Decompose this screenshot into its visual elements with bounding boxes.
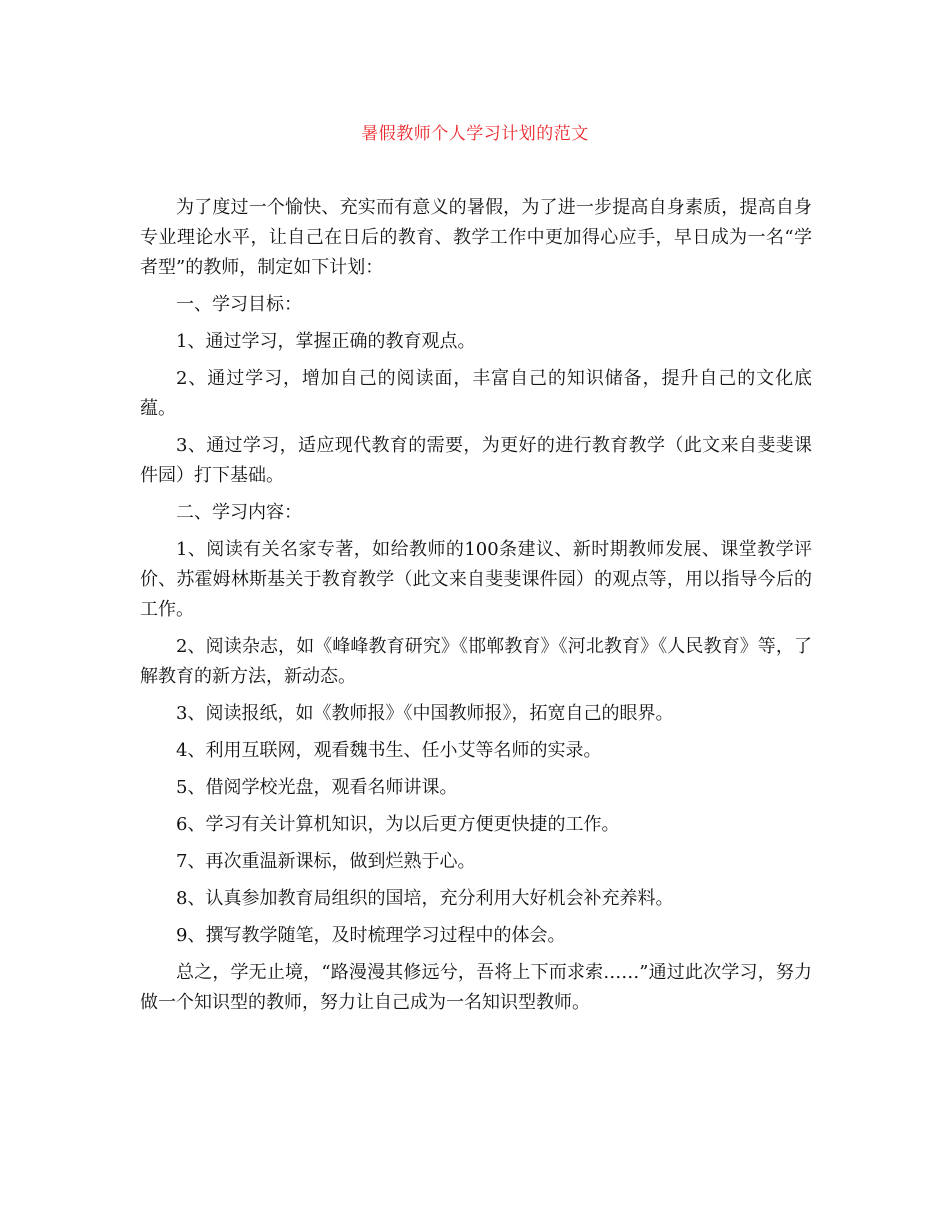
content-item-5: 5、借阅学校光盘，观看名师讲课。 [176, 777, 458, 798]
content-item-8: 8、认真参加教育局组织的国培，充分利用大好机会补充养料。 [176, 888, 674, 909]
section-heading-goals: 一、学习目标： [176, 294, 302, 315]
content-item-6: 6、学习有关计算机知识，为以后更方便更快捷的工作。 [176, 814, 620, 835]
content-item-4: 4、利用互联网，观看魏书生、任小艾等名师的实录。 [176, 740, 602, 761]
content-item-2: 2、阅读杂志，如《峰峰教育研究》《邯郸教育》《河北教育》《人民教育》等，了解教育的新方法，新动态。 [140, 636, 812, 687]
content-item-7: 7、再次重温新课标，做到烂熟于心。 [176, 851, 476, 872]
document-body [140, 193, 812, 1025]
conclusion-paragraph: 总之，学无止境，“路漫漫其修远兮，吾将上下而求索……”通过此次学习，努力做一个知识型的教师，努力让自己成为一名知识型教师。 [140, 962, 812, 1013]
document-title: 暑假教师个人学习计划的范文 [361, 124, 589, 144]
content-item-1: 1、阅读有关名家专著，如给教师的100条建议、新时期教师发展、课堂教学评价、苏霍姆林斯基关于教育教学（此文来自斐斐课件园）的观点等，用以指导今后的工作。 [140, 539, 812, 620]
section-heading-content: 二、学习内容： [176, 502, 302, 523]
goal-item-2: 2、通过学习，增加自己的阅读面，丰富自己的知识储备，提升自己的文化底蕴。 [140, 368, 812, 419]
content-item-3: 3、阅读报纸，如《教师报》《中国教师报》，拓宽自己的眼界。 [176, 703, 674, 724]
intro-paragraph: 为了度过一个愉快、充实而有意义的暑假，为了进一步提高自身素质，提高自身专业理论水平，让自己在日后的教育、教学工作中更加得心应手，早日成为一名“学者型”的教师，制定如下计划： [140, 197, 812, 278]
content-item-9: 9、撰写教学随笔，及时梳理学习过程中的体会。 [176, 925, 566, 946]
goal-item-1: 1、通过学习，掌握正确的教育观点。 [176, 331, 476, 352]
goal-item-3: 3、通过学习，适应现代教育的需要，为更好的进行教育教学（此文来自斐斐课件园）打下基础。 [140, 435, 812, 486]
